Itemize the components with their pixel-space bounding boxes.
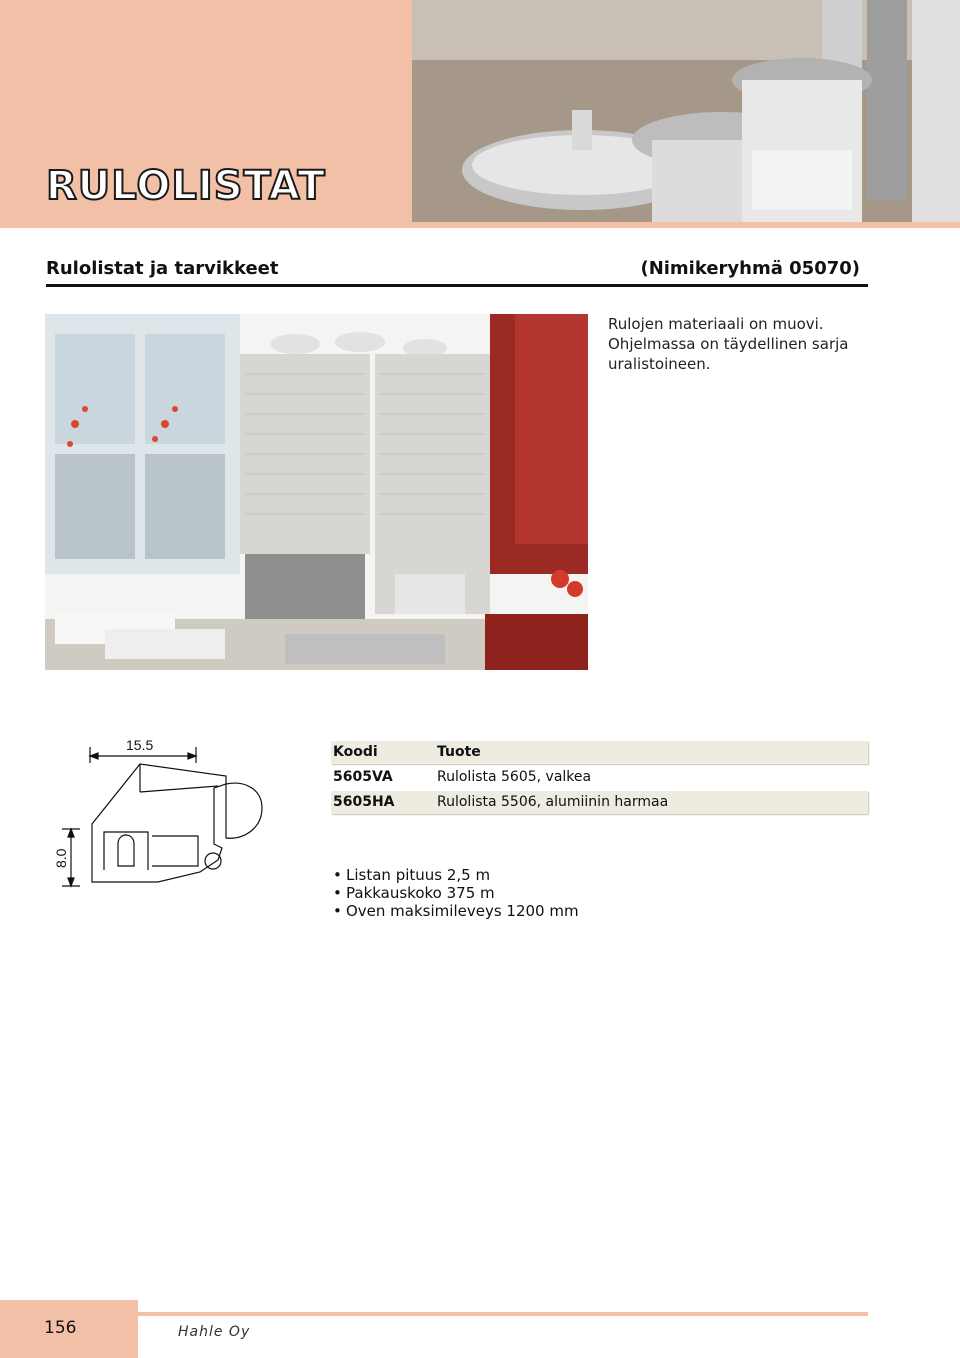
row-code: 5605HA (333, 794, 395, 810)
description-line: Rulojen materiaali on muovi. (608, 315, 824, 333)
page-number: 156 (44, 1318, 77, 1338)
company-name: Hahle Oy (178, 1324, 251, 1340)
footer-rule (138, 1312, 868, 1316)
list-item-text: Listan pituus 2,5 m (346, 866, 491, 884)
table-header-row (331, 741, 868, 764)
list-item: • Oven maksimileveys 1200 mm (333, 902, 579, 920)
section-subheader (46, 256, 868, 287)
table-row (331, 766, 868, 789)
product-table (331, 741, 868, 816)
item-group-code: (Nimikeryhmä 05070) (640, 258, 860, 279)
list-item: • Listan pituus 2,5 m (333, 866, 491, 884)
header-product: Tuote (437, 744, 481, 760)
page-title: RULOLISTAT (46, 163, 326, 209)
header-code: Koodi (333, 744, 378, 760)
row-product: Rulolista 5605, valkea (437, 769, 592, 785)
height-dimension-label: 8.0 (53, 848, 69, 868)
list-item-text: Oven maksimileveys 1200 mm (346, 902, 579, 920)
list-item-text: Pakkauskoko 375 m (346, 884, 495, 902)
header-photo-jars (412, 0, 960, 222)
profile-drawing (48, 736, 278, 896)
list-item: • Pakkauskoko 375 m (333, 884, 495, 902)
specification-list (333, 866, 579, 920)
description-line: uralistoineen. (608, 355, 711, 373)
width-dimension-label: 15.5 (126, 737, 154, 753)
kitchen-photo (45, 314, 588, 670)
row-code: 5605VA (333, 769, 393, 785)
product-description (608, 314, 908, 374)
section-title: Rulolistat ja tarvikkeet (46, 258, 279, 279)
description-line: Ohjelmassa on täydellinen sarja (608, 335, 849, 353)
row-product: Rulolista 5506, alumiinin harmaa (437, 794, 669, 810)
table-row (331, 791, 868, 814)
